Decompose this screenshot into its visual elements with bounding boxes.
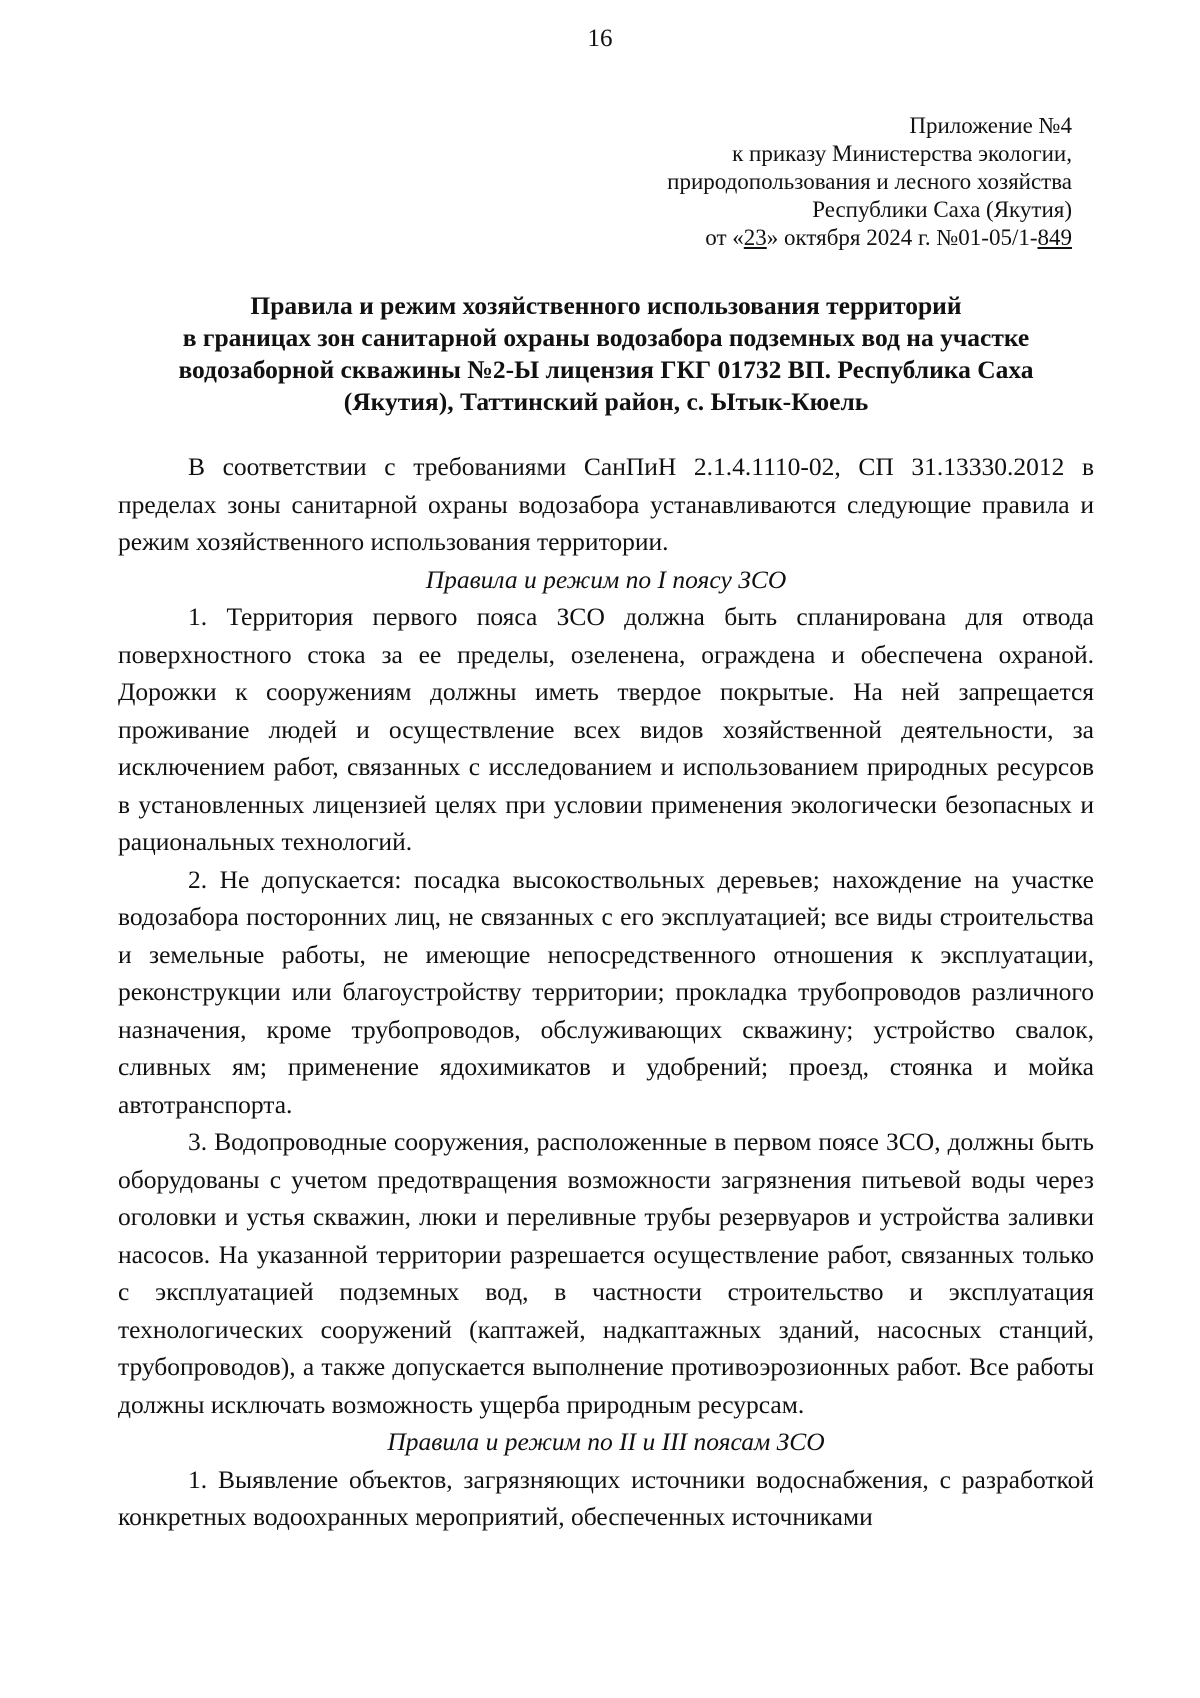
appendix-date-line <box>512 224 1072 252</box>
title-line: Правила и режим хозяйственного использования территорий <box>250 291 962 320</box>
document-body <box>118 448 1094 1536</box>
section-heading-zone-2-3: Правила и режим по II и III поясам ЗСО <box>387 1427 825 1456</box>
rule-paragraph: 1. Выявление объектов, загрязняющих источники водоснабжения, с разработкой конкретных водоохранных мероприятий, обеспеченных источниками <box>118 1464 1094 1531</box>
rule-paragraph: 1. Территория первого пояса ЗСО должна быть спланирована для отвода поверхностного стока за ее пределы, озеленена, ограждена и обеспечена охраной. Дорожки к сооружениям должны иметь твердое покрытые. На ней запрещается проживание людей и осуществление всех видов хозяйственной деятельности, за исключением работ, связанных с исследованием и использованием природных ресурсов в установленных лицензией целях при условии применения экологически безопасных и рациональных технологий. <box>118 602 1094 856</box>
page-number: 16 <box>587 25 613 52</box>
appendix-date-prefix: от « <box>705 225 744 250</box>
appendix-line: Республики Саха (Якутия) <box>812 197 1072 222</box>
rule-paragraph: 3. Водопроводные сооружения, расположенные в первом поясе ЗСО, должны быть оборудованы с учетом предотвращения возможности загрязнения питьевой воды через оголовки и устья скважин, люки и переливные трубы резервуаров и устройства заливки насосов. На указанной территории разрешается осуществление работ, связанных только с эксплуатацией подземных вод, в частности строительство и эксплуатация технологических сооружений (каптажей, надкаптажных зданий, насосных станций, трубопроводов), а также допускается выполнение противоэрозионных работ. Все работы должны исключать возможность ущерба природным ресурсам. <box>118 1127 1094 1419</box>
appendix-line: Приложение №4 <box>909 113 1072 138</box>
appendix-date-day: 23 <box>743 225 767 250</box>
appendix-line: природопользования и лесного хозяйства <box>667 169 1072 194</box>
appendix-date-middle: » октября 2024 г. №01-05/1- <box>766 225 1038 250</box>
rule-paragraph: 2. Не допускается: посадка высокоствольных деревьев; нахождение на участке водозабора посторонних лиц, не связанных с его эксплуатацией; все виды строительства и земельные работы, не имеющие непосредственного отношения к эксплуатации, реконструкции или благоустройству территории; прокладка трубопроводов различного назначения, кроме трубопроводов, обслуживающих скважину; устройство свалок, сливных ям; применение ядохимикатов и удобрений; проезд, стоянка и мойка автотранспорта. <box>118 864 1094 1119</box>
intro-paragraph: В соответствии с требованиями СанПиН 2.1.4.1110-02, СП 31.13330.2012 в пределах зоны санитарной охраны водозабора устанавливаются следующие правила и режим хозяйственного использования территории. <box>118 452 1094 556</box>
appendix-line: к приказу Министерства экологии, <box>732 141 1072 166</box>
appendix-block <box>512 112 1072 252</box>
section-heading-zone-1: Правила и режим по I поясу ЗСО <box>425 564 787 594</box>
appendix-order-number: 849 <box>1037 225 1072 250</box>
title-line: водозаборной скважины №2-Ы лицензия ГКГ 01732 ВП. Республика Саха <box>178 355 1034 384</box>
title-line: (Якутия), Таттинский район, с. Ытык-Кюель <box>343 387 869 416</box>
title-line: в границах зон санитарной охраны водозабора подземных вод на участке <box>182 323 1030 352</box>
document-title <box>118 290 1094 418</box>
